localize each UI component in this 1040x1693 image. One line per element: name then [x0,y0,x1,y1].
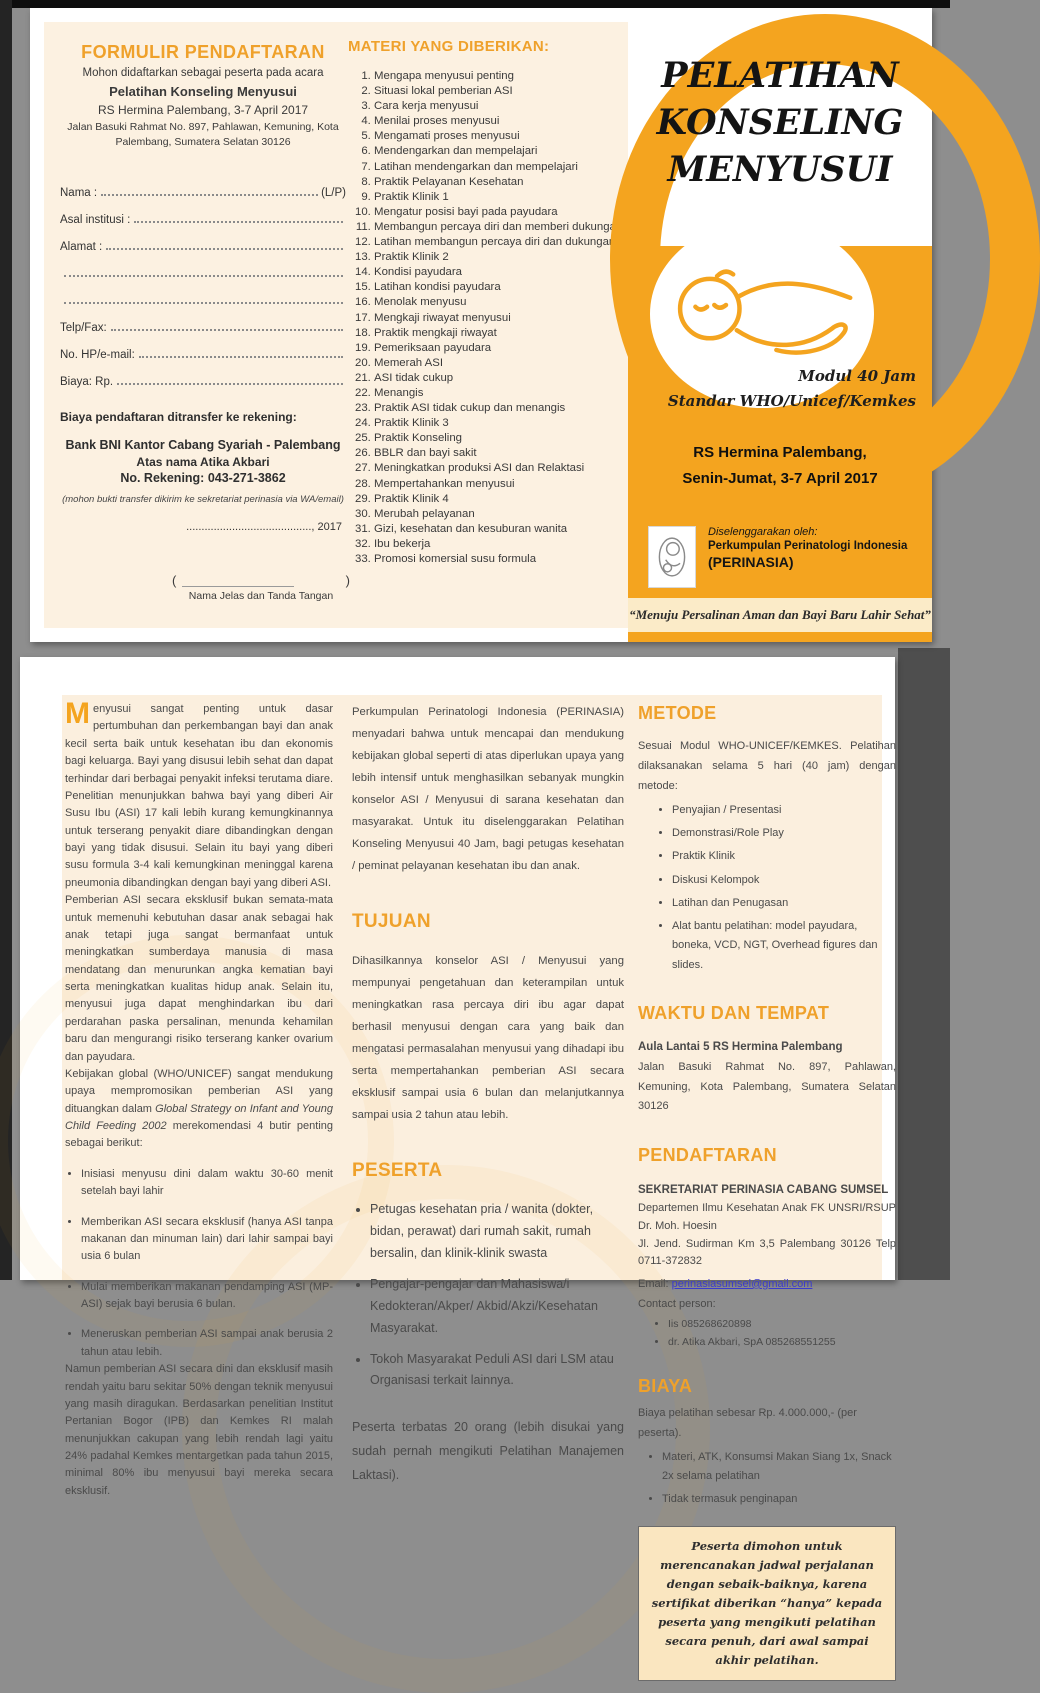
materials-item: 17. Mengkaji riwayat menyusui [374,311,634,326]
intro-column [65,697,333,1500]
field-label: Asal institusi : [60,214,131,226]
perinasia-paragraph: Perkumpulan Perinatologi Indonesia (PERINASIA) menyadari bahwa untuk mencapai dan mendukung kebijakan global seperti di atas diperlukan upaya yang lebih intensif untuk menghasilkan sebanyak mungkin konselor ASI / Menyusui di sarana kesehatan dan masyarakat. Untuk itu diselenggarakan Pelatihan Konseling Menyusui 40 Jam, bagi petugas kesehatan / peminat pelayanan kesehatan ibu dan anak. [352,706,624,873]
bank-account-number: No. Rekening: 043-271-3862 [120,471,286,485]
materials-item: 27. Meningkatkan produksi ASI dan Relaktasi [374,461,634,476]
materials-item: 14. Kondisi payudara [374,265,634,280]
cover-footer-band [628,632,932,642]
recommendation-item: • Inisiasi menyusu dini dalam waktu 30-60 menit setelah bayi lahir [81,1166,333,1201]
email-line [638,1275,896,1295]
module-standard-label [668,364,916,414]
cover-panel [628,8,932,642]
peserta-item: • Petugas kesehatan pria / wanita (dokter, bidan, perawat) dari rumah sakit, rumah bersalin, dan klinik-klinik swasta [370,1199,624,1265]
materials-item: 20. Memerah ASI [374,356,634,371]
contact-list [638,1316,896,1352]
fetus-icon [654,532,690,582]
standard-line: Standar WHO/Unicef/Kemkes [667,391,916,410]
waktu-venue: Aula Lantai 5 RS Hermina Palembang [638,1041,843,1054]
signature-block [172,573,350,602]
form-address-line1: Jalan Basuki Rahmat No. 897, Pahlawan, Kemuning, Kota [67,121,339,133]
scan-top-edge [0,0,950,8]
field-label: No. HP/e-mail: [60,349,135,361]
brochure-page-inside [20,657,896,1667]
field-label: Nama : [60,187,98,199]
who-recommendation-list [65,1166,333,1361]
sekretariat-address: Jl. Jend. Sudirman Km 3,5 Palembang 30126 Telp 0711-372832 [638,1237,896,1268]
materials-list [348,69,634,567]
note-emphasis: “hanya” [780,1595,832,1610]
field-dotted-line [101,194,318,196]
paren-open: ( [172,573,177,588]
materials-item: 32. Ibu bekerja [374,537,634,552]
materials-item: 22. Menangis [374,386,634,401]
intro-paragraph-1 [65,697,333,892]
field-label: Alamat : [60,241,103,253]
note-text: Peserta dimohon untuk merencanakan jadwal perjalanan dengan sebaik-baiknya, karena sertifikat diberikan [651,1538,874,1610]
email-link[interactable]: perinasiasumsel@gmail.com [671,1277,813,1290]
form-event-venue: RS Hermina Palembang, 3-7 April 2017 [97,103,309,117]
field-suffix: (L/P) [321,187,346,199]
materials-item: 2. Situasi lokal pemberian ASI [374,84,634,99]
signature-label: Nama Jelas dan Tanda Tangan [188,590,334,602]
transfer-note: Biaya pendaftaran ditransfer ke rekening: [60,410,297,424]
form-field-row [60,253,346,280]
materials-item: 16. Menolak menyusu [374,295,634,310]
contact-label: Contact person: [638,1297,716,1310]
transfer-proof-note: (mohon bukti transfer dikirim ke sekretariat perinasia via WA/email) [62,494,344,505]
form-field-row [60,334,346,361]
paren-close: ) [345,573,350,588]
materials-item: 13. Praktik Klinik 2 [374,250,634,265]
sekretariat-name: SEKRETARIAT PERINASIA CABANG SUMSEL [638,1183,889,1196]
pendaftaran-heading: PENDAFTARAN [638,1145,777,1166]
materials-item: 18. Praktik mengkaji riwayat [374,326,634,341]
field-dotted-line [117,383,343,385]
intro-paragraph-1-text: enyusui sangat penting untuk dasar pertumbuhan dan perkembangan bayi dan anak kecil serta baik untuk kesehatan ibu dan ekonomis bagi keluarga. Bayi yang disusui lebih sehat dan dapat terhindar dari berbagai penyakit infeksi terutama diare. Penelitian menunjukkan bahwa bayi yang diberi Air Susu Ibu (ASI) 17 kali lebih kurang kemungkinannya untuk terserang penyakit diare dibandingkan dengan bayi yang tidak disusui. Selain itu bayi yang diberi susu formula 3-4 kali kemungkinan meninggal karena pneumonia dibandingkan dengan bayi yang diberi ASI. [65,703,333,889]
metode-item: • Latihan dan Penugasan [672,894,896,913]
materials-item: 10. Mengatur posisi bayi pada payudara [374,205,634,220]
perinasia-logo [648,526,696,588]
materials-item: 29. Praktik Klinik 4 [374,492,634,507]
recommendation-item: • Mulai memberikan makanan pendamping ASI (MP-ASI) sejak bayi berusia 6 bulan. [81,1279,333,1314]
baby-illustration-icon [662,251,862,377]
organizer-name: Perkumpulan Perinatologi Indonesia [708,540,908,552]
date-line: ........................................., 2017 [186,521,342,533]
form-address-line2: Palembang, Sumatera Selatan 30126 [115,136,291,148]
info-column [638,697,896,1681]
field-dotted-line [106,248,343,250]
contact-item: • Iis 085268620898 [668,1316,896,1334]
biaya-list [638,1448,896,1510]
materials-item: 6. Mendengarkan dan mempelajari [374,144,634,159]
module-line: Modul 40 Jam [798,367,916,385]
form-event-name: Pelatihan Konseling Menyusui [109,84,297,99]
metode-list [638,801,896,975]
field-dotted-line [64,275,343,277]
global-policy-text-end: merekomendasi 4 butir penting sebagai berikut: [65,1120,333,1150]
cover-venue [628,440,932,491]
materials-title: MATERI YANG DIBERIKAN: [348,38,550,55]
materials-item: 23. Praktik ASI tidak cukup dan menangis [374,401,634,416]
global-policy-text: Kebijakan global (WHO/UNICEF) sangat mendukung upaya mempromosikan pemberian ASI yang dituangkan dalam [65,1067,333,1115]
field-dotted-line [64,302,343,304]
cover-venue-line2: Senin-Jumat, 3-7 April 2017 [682,469,878,487]
note-text-end: kepada peserta yang mengikuti pelatihan secara penuh, dari awal sampai akhir pelatihan. [658,1595,883,1667]
organizer-block [648,526,924,588]
materials-item: 26. BBLR dan bayi sakit [374,446,634,461]
peserta-item: • Pengajar-pengajar dan Mahasiswa/i Kedokteran/Akper/ Akbid/Akzi/Kesehatan Masyarakat. [370,1274,624,1340]
materials-item: 24. Praktik Klinik 3 [374,416,634,431]
form-field-row [60,226,346,253]
metode-item: • Demonstrasi/Role Play [672,824,896,843]
recommendation-item: • Memberikan ASI secara eksklusif (hanya ASI tanpa makanan dan minuman lain) dari lahir sampai bayi usia 6 bulan [81,1214,333,1266]
metode-heading: METODE [638,703,717,723]
form-subtitle: Mohon didaftarkan sebagai peserta pada acara [82,67,324,79]
materials-item: 30. Merubah pelayanan [374,507,634,522]
materials-item: 19. Pemeriksaan payudara [374,341,634,356]
intro-paragraph-2: Pemberian ASI secara eksklusif bukan semata-mata untuk memenuhi kebutuhan dasar anak sebagai hak anak tetapi juga sangat bermanfaat untuk meningkatkan sumberdaya manusia di masa mendatang dan menurunkan angka kematian bayi serta meningkatkan kualitas hidup anak. Selain itu, menyusui juga dapat menghindarkan ibu dari perdarahan paska persalinan, menunda kehamilan baru dan mengurangi risiko terserang kanker ovarium dan payudara. [65,894,333,1063]
metode-item: • Penyajian / Presentasi [672,801,896,820]
metode-text: Sesuai Modul WHO-UNICEF/KEMKES. Pelatihan dilaksanakan selama 5 hari (40 jam) dengan metode: [638,740,896,792]
materials-item: 5. Mengamati proses menyusui [374,129,634,144]
intro-paragraph-3 [65,1066,333,1153]
cover-venue-line1: RS Hermina Palembang, [693,444,867,461]
metode-item: • Praktik Klinik [672,847,896,866]
waktu-address: Jalan Basuki Rahmat No. 897, Pahlawan, Kemuning, Kota Palembang, Sumatera Selatan 30126 [638,1060,896,1113]
peserta-list [352,1199,624,1392]
cover-title-line1: PELATIHAN [661,55,899,96]
materials-item: 15. Latihan kondisi payudara [374,280,634,295]
peserta-heading: PESERTA [352,1160,443,1182]
field-label: Telp/Fax: [60,322,107,334]
intro-paragraph-4: Namun pemberian ASI secara dini dan eksklusif masih rendah yaitu baru sekitar 50% dengan teknik menyusui yang masih diragukan. Berdasarkan penelitian Institut Pertanian Bogor (IPB) dan Kemkes RI malah menunjukkan cakupan yang lebih rendah lagi yaitu 24% padahal Kemkes mentargetkan pada tahun 2015, minimal 80% ibu menyusui bayi mereka secara eksklusif. [65,1363,333,1497]
biaya-heading: BIAYA [638,1375,693,1396]
form-field-row [60,280,346,307]
materials-item: 8. Praktik Pelayanan Kesehatan [374,175,634,190]
email-label: Email: [638,1277,672,1290]
metode-item: • Diskusi Kelompok [672,871,896,890]
organizer-abbr: (PERINASIA) [708,554,794,570]
peserta-item: • Tokoh Masyarakat Peduli ASI dari LSM atau Organisasi terkait lainnya. [370,1349,624,1393]
field-label: Biaya: Rp. [60,376,114,388]
peserta-note: Peserta terbatas 20 orang (lebih disukai yang sudah pernah mengikuti Pelatihan Manajemen Laktasi). [352,1420,624,1482]
materials-panel [348,38,634,567]
waktu-heading: WAKTU DAN TEMPAT [638,1002,830,1023]
materials-item: 31. Gizi, kesehatan dan kesuburan wanita [374,522,634,537]
materials-item: 11. Membangun percaya diri dan memberi dukungan [374,220,634,235]
brochure-page-outside [30,8,932,642]
drop-cap: M [65,697,90,730]
organizer-label: Diselenggarakan oleh: [708,526,818,538]
cover-title-line2: KONSELING [656,102,904,143]
form-title: FORMULIR PENDAFTARAN [81,42,325,62]
form-field-row [60,307,346,334]
motto-strip: “Menuju Persalinan Aman dan Bayi Baru Lahir Sehat” [628,598,932,632]
contact-item: • dr. Atika Akbari, SpA 085268551255 [668,1334,896,1352]
organizer-text [708,526,924,570]
form-field-row [60,361,346,388]
materials-item: 7. Latihan mendengarkan dan mempelajari [374,160,634,175]
tujuan-heading: TUJUAN [352,911,431,933]
tujuan-peserta-column [352,701,624,1488]
bank-name: Bank BNI Kantor Cabang Syariah - Palembang [65,438,341,452]
field-dotted-line [111,329,343,331]
certificate-note-box [638,1526,896,1681]
tujuan-text: Dihasilkannya konselor ASI / Menyusui yang mempunyai pengetahuan dan keterampilan untuk meningkatkan rasa percaya diri ibu agar dapat berhasil menyusui dengan cara yang baik dan mengatasi permasalahan menyusui yang dihadapi ibu serta mempertahankan pemberian ASI secara eksklusif sampai usia 6 bulan dan melanjutkannya sampai usia 2 tahun atau lebih. [352,955,624,1122]
materials-item: 33. Promosi komersial susu formula [374,552,634,567]
form-field-row [60,199,346,226]
registration-form-panel [60,34,350,602]
form-field-row [60,172,346,199]
field-dotted-line [134,221,343,223]
materials-item: 21. ASI tidak cukup [374,371,634,386]
field-dotted-line [139,356,343,358]
materials-item: 3. Cara kerja menyusui [374,99,634,114]
materials-item: 4. Menilai proses menyusui [374,114,634,129]
biaya-item: • Materi, ATK, Konsumsi Makan Siang 1x, Snack 2x selama pelatihan [662,1448,896,1487]
cover-title [628,52,932,193]
materials-item: 1. Mengapa menyusui penting [374,69,634,84]
recommendation-item: • Meneruskan pemberian ASI sampai anak berusia 2 tahun atau lebih. [81,1326,333,1361]
form-fields [60,172,346,388]
scan-right-edge [898,648,950,1280]
form-divider-line [182,586,294,587]
biaya-item: • Tidak termasuk penginapan [662,1490,896,1509]
bank-details [60,438,346,485]
cover-title-line3: MENYUSUI [667,149,893,190]
biaya-text: Biaya pelatihan sebesar Rp. 4.000.000,- (per peserta). [638,1407,857,1440]
bank-account-holder: Atas nama Atika Akbari [136,455,270,469]
materials-item: 25. Praktik Konseling [374,431,634,446]
materials-item: 12. Latihan membangun percaya diri dan dukungan [374,235,634,250]
metode-item: • Alat bantu pelatihan: model payudara, boneka, VCD, NGT, Overhead figures dan slides. [672,917,896,975]
global-strategy-title: Global Strategy on Infant and Young Child Feeding 2002 [65,1102,333,1132]
sekretariat-dept: Departemen Ilmu Kesehatan Anak FK UNSRI/RSUP Dr. Moh. Hoesin [638,1202,896,1232]
materials-item: 9. Praktik Klinik 1 [374,190,634,205]
materials-item: 28. Mempertahankan menyusui [374,477,634,492]
